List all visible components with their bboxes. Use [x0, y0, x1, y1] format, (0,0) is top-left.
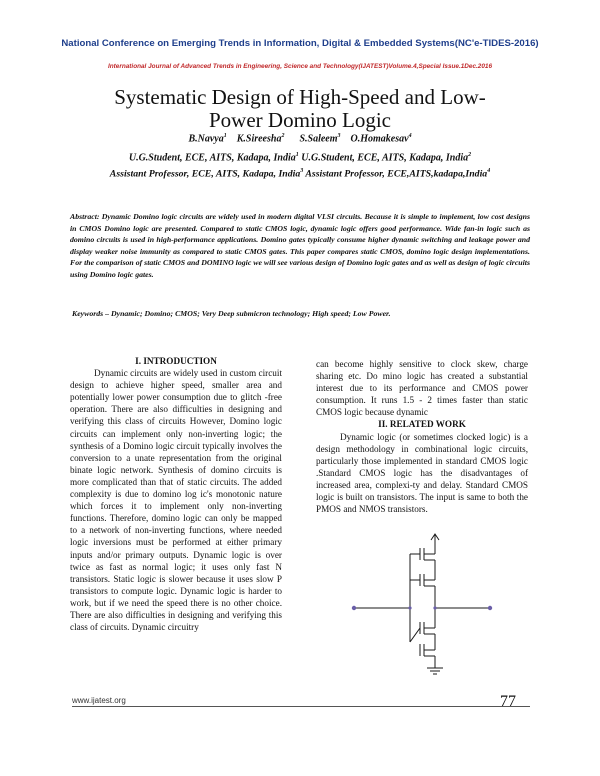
column-left: [70, 355, 282, 633]
affiliation-mark: 1: [295, 152, 299, 158]
section-heading-introduction: I. INTRODUCTION: [135, 356, 217, 366]
title-line-1: Systematic Design of High-Speed and Low-: [114, 85, 486, 109]
author-mark: 4: [408, 133, 412, 139]
input-node-dot: [352, 606, 356, 610]
paper-title: [60, 86, 540, 132]
author-mark: 3: [337, 133, 341, 139]
author-list: [40, 133, 560, 144]
affiliation-mark: 2: [468, 152, 472, 158]
author-name: B.Navya: [188, 133, 224, 145]
related-work-text: Dynamic logic (or sometimes clocked logic) is a design methodology in combinational logic circuits, particularly those implemented in standard CMOS logic .Standard CMOS logic has the disadvantages of increased area, complexi-ty and delay. Standard CMOS logic is built on transistors. The input is same to both the PMOS and NMOS transistors.: [316, 431, 528, 515]
abstract: Abstract: Dynamic Domino logic circuits are widely used in modern digital VLSI circuits. Because it is simple to implement, low cost designs in CMOS Domino logic are presented. Compared to static CMOS logic, dynamic logic offers good performance. Wide fan-in logic such as domino circuits is used in high-performance applications. Domino gates typically consume higher dynamic switching and leakage power and display weaker noise immunity as compared to static CMOS gates. This paper compares static CMOS, domino logic design implementations. For the comparison of static CMOS and DOMINO logic we will see various design of Domino logic gates and as well as design of logic circuits using Domino logic gates.: [70, 212, 530, 279]
journal-header: International Journal of Advanced Trends in Engineering, Science and Technology(IJATEST)Volume.4,Special Issue.1Dec.2016: [107, 63, 492, 70]
affiliation: U.G.Student, ECE, AITS, Kadapa, India: [128, 152, 296, 164]
author-name: O.Homakesav: [350, 133, 409, 145]
page-number: 77: [500, 693, 516, 710]
footer-rule: [72, 706, 530, 707]
introduction-continuation: can become highly sensitive to clock skew, charge sharing etc. Do mino logic has created a substantial interest due to its performance and CMOS power consumption. It runs 1.5 - 2 times faster than static CMOS logic because dynamic: [316, 359, 528, 418]
cmos-transistor-schematic: [340, 532, 500, 682]
affiliation: Assistant Professor, ECE,AITS,kadapa,India: [305, 168, 488, 180]
affiliation-mark: 4: [487, 168, 491, 174]
author-name: S.Saleem: [299, 133, 338, 145]
keywords: Keywords – Dynamic; Domino; CMOS; Very Deep submicron technology; High speed; Low Power.: [72, 309, 391, 318]
footer-url: www.ijatest.org: [72, 696, 126, 705]
junction-dot: [408, 606, 411, 609]
conference-header: National Conference on Emerging Trends in Information, Digital & Embedded Systems(NC'e-TIDES-2016): [61, 38, 539, 49]
junction-dot: [433, 606, 436, 609]
affiliation-line-1: [40, 152, 560, 163]
introduction-text: Dynamic circuits are widely used in custom circuit design to achieve higher speed, smaller area and potentially lower power consumption due to glitch -free operation. There are also difficulties in designing and verifying this class of circuits However, Domino logic circuits can implement only non-inverting logic; the synthesis of a Domino logic circuit typically involves the conversion to a unate representation from the original binate logic network. Synthesis of domino circuits is more complicated than that of static circuits. The added complexity is due to domino log ic's monotonic nature which forces it to implement only non-inverting functions. Therefore, domino logic can only be mapped to a network of non-inverting functions, where needed logic inversions must be performed at either primary inputs and/or primary outputs. Dynamic logic is over twice as fast as normal logic; it uses only fast N transistors. Static logic is slower because it uses slow P transistors to compute logic. Dynamic logic is harder to work, but if we need the speed there is no other choice. There are also difficulties in designing and verifying this class of circuits. Dynamic circuitry: [70, 368, 282, 633]
author-mark: 2: [281, 133, 285, 139]
title-line-2: Power Domino Logic: [209, 108, 391, 132]
affiliation: U.G.Student, ECE, AITS, Kadapa, India: [301, 152, 469, 164]
author-name: K.Sireesha: [236, 133, 282, 145]
affiliation-line-2: [40, 168, 560, 179]
affiliation: Assistant Professor, ECE, AITS, Kadapa, India: [109, 168, 301, 180]
affiliation-mark: 3: [300, 168, 304, 174]
author-mark: 1: [223, 133, 227, 139]
column-right: [316, 358, 528, 515]
output-node-dot: [488, 606, 492, 610]
section-heading-related-work: II. RELATED WORK: [378, 419, 466, 430]
